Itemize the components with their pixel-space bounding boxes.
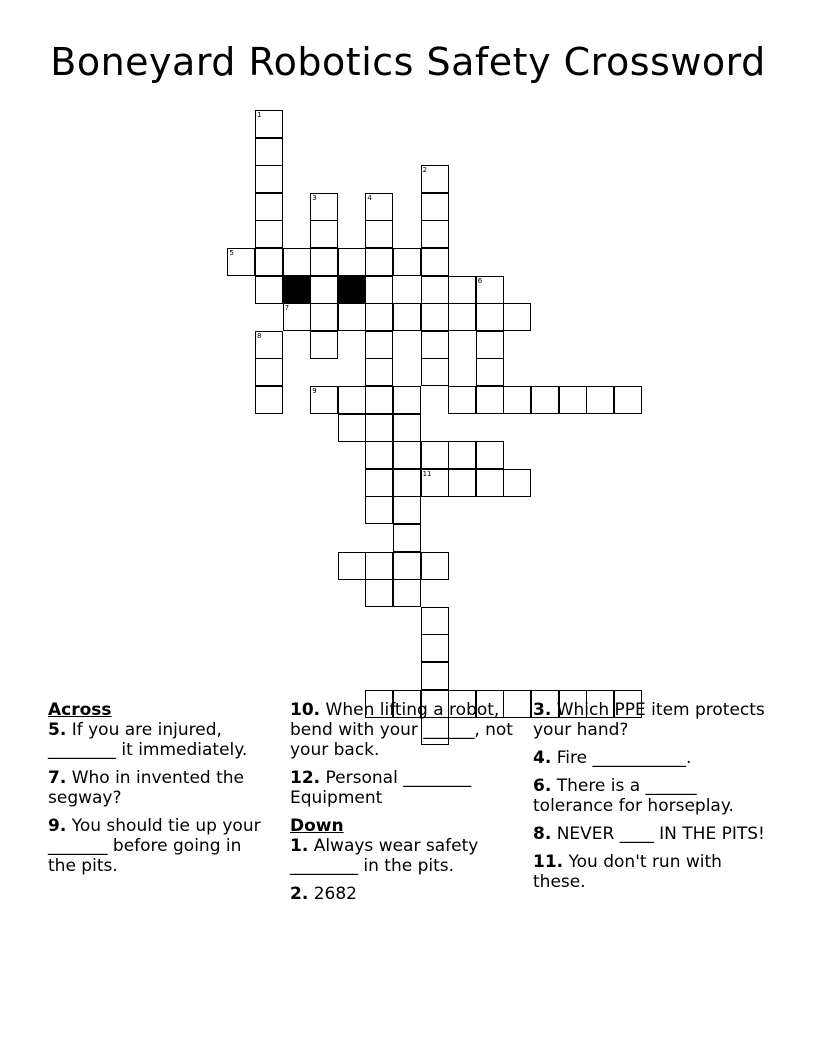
down-heading: Down [290,816,344,836]
clue-number: 1 [257,111,262,119]
clue-item-text: Which PPE item protects your hand? [533,700,765,740]
clue-item-number: 10. [290,700,321,720]
clue-number: 6 [477,276,483,285]
crossword-cell[interactable] [421,248,449,276]
clue-item [290,700,525,760]
crossword-cell[interactable] [310,331,338,359]
crossword-cell[interactable] [448,276,476,304]
crossword-cell[interactable] [421,276,449,304]
crossword-cell[interactable] [476,331,504,359]
black-square [283,276,311,304]
crossword-cell[interactable] [365,358,393,386]
crossword-cell[interactable] [421,220,449,248]
clue-item [533,824,773,844]
clue-number: 4 [367,193,372,202]
clue-item [533,852,773,892]
crossword-cell[interactable] [365,386,393,414]
crossword-cell[interactable] [365,441,393,469]
crossword-cell[interactable] [255,110,283,138]
clue-item-number: 12. [290,768,321,788]
clue-number: 3 [312,193,317,202]
crossword-cell[interactable] [476,469,504,497]
crossword-cell[interactable] [421,303,449,331]
clue-item [533,700,773,740]
page-title: Boneyard Robotics Safety Crossword [50,40,766,84]
clue-item-text: Fire ___________. [551,748,692,768]
crossword-cell[interactable] [338,248,366,276]
crossword-cell[interactable] [255,386,283,414]
clue-item [290,768,525,808]
crossword-cell[interactable] [448,303,476,331]
clue-item-text: Personal ________ Equipment [290,768,472,808]
clue-number: 2 [422,166,428,175]
crossword-cell[interactable] [393,414,421,442]
crossword-cell[interactable] [365,496,393,524]
clue-number: 9 [312,387,317,395]
clue-item [48,768,263,808]
crossword-cell[interactable] [393,524,421,552]
crossword-cell[interactable] [559,386,587,414]
crossword-cell[interactable] [503,303,531,331]
crossword-cell[interactable] [586,386,614,414]
clue-item-number: 7. [48,768,67,788]
clue-item [533,748,773,768]
crossword-cell[interactable] [365,193,393,221]
crossword-cell[interactable] [503,469,531,497]
clue-item-text: You should tie up your _______ before going in the pits. [48,816,261,876]
crossword-cell[interactable] [283,248,311,276]
crossword-cell[interactable] [283,303,311,331]
clue-number: 7 [284,304,290,313]
clue-item-number: 1. [290,836,309,856]
crossword-cell[interactable] [255,165,283,193]
crossword-cell[interactable] [255,276,283,304]
crossword-cell[interactable] [531,386,559,414]
crossword-cell[interactable] [365,303,393,331]
crossword-cell[interactable] [393,386,421,414]
clue-item [290,836,525,876]
crossword-cell[interactable] [421,358,449,386]
crossword-cell[interactable] [503,386,531,414]
crossword-cell[interactable] [476,386,504,414]
crossword-cell[interactable] [448,386,476,414]
clue-item-text: You don't run with these. [533,852,722,892]
crossword-cell[interactable] [421,441,449,469]
clue-number: 8 [257,331,262,340]
crossword-cell[interactable] [476,358,504,386]
clue-item-text: Who in invented the segway? [48,768,244,808]
crossword-cell[interactable] [393,469,421,497]
crossword-cell[interactable] [421,165,449,193]
crossword-cell[interactable] [255,358,283,386]
crossword-cell[interactable] [393,496,421,524]
crossword-cell[interactable] [393,552,421,580]
crossword-cell[interactable] [310,248,338,276]
crossword-cell[interactable] [255,220,283,248]
crossword-cell[interactable] [365,552,393,580]
crossword-cell[interactable] [448,441,476,469]
crossword-cell[interactable] [255,193,283,221]
crossword-cell[interactable] [227,248,255,276]
clue-number: 5 [229,249,234,257]
crossword-cell[interactable] [338,303,366,331]
clue-item-text: There is a ______ tolerance for horseplay. [533,776,734,816]
clue-item-text: Always wear safety ________ in the pits. [290,836,479,876]
clue-item [48,816,263,876]
clue-item-text: When lifting a robot, bend with your ______, not your back. [290,700,513,760]
crossword-cell[interactable] [476,276,504,304]
clue-column-1 [48,700,263,884]
crossword-cell[interactable] [365,414,393,442]
black-square [338,276,366,304]
crossword-cell[interactable] [365,248,393,276]
crossword-cell[interactable] [310,303,338,331]
crossword-cell[interactable] [365,331,393,359]
crossword-cell[interactable] [393,303,421,331]
crossword-cell[interactable] [421,634,449,662]
crossword-cell[interactable] [338,414,366,442]
crossword-cell[interactable] [310,276,338,304]
clue-item-number: 2. [290,884,309,904]
crossword-cell[interactable] [255,248,283,276]
crossword-cell[interactable] [365,276,393,304]
crossword-cell[interactable] [338,552,366,580]
clue-item-text: 2682 [308,884,357,904]
crossword-cell[interactable] [421,607,449,635]
clue-item-text: If you are injured, ________ it immediately. [48,720,248,760]
crossword-cell[interactable] [448,469,476,497]
clue-item-number: 8. [533,824,552,844]
across-heading: Across [48,700,112,720]
crossword-cell[interactable] [476,441,504,469]
crossword-cell[interactable] [310,193,338,221]
crossword-cell[interactable] [614,386,642,414]
crossword-cell[interactable] [255,138,283,166]
clue-item [290,884,525,904]
crossword-cell[interactable] [421,662,449,690]
crossword-cell[interactable] [255,331,283,359]
crossword-cell[interactable] [338,386,366,414]
crossword-cell[interactable] [393,579,421,607]
crossword-cell[interactable] [310,220,338,248]
clue-item-number: 5. [48,720,67,740]
clue-item-number: 6. [533,776,552,796]
crossword-cell[interactable] [310,386,338,414]
clue-item-number: 11. [533,852,564,872]
crossword-cell[interactable] [421,193,449,221]
clue-item-number: 3. [533,700,552,720]
clue-item [533,776,773,816]
crossword-cell[interactable] [421,469,449,497]
crossword-cell[interactable] [393,248,421,276]
clue-item-text: NEVER ____ IN THE PITS! [551,824,765,844]
clue-column-2 [290,700,525,912]
crossword-cell[interactable] [421,552,449,580]
clue-item [48,720,263,760]
crossword-cell[interactable] [393,441,421,469]
clue-item-number: 4. [533,748,552,768]
crossword-cell[interactable] [476,303,504,331]
crossword-cell[interactable] [365,220,393,248]
crossword-cell[interactable] [421,331,449,359]
clue-item-number: 9. [48,816,67,836]
crossword-cell[interactable] [365,469,393,497]
clue-number: 11 [422,469,432,478]
crossword-cell[interactable] [365,579,393,607]
clue-column-3 [533,700,773,900]
